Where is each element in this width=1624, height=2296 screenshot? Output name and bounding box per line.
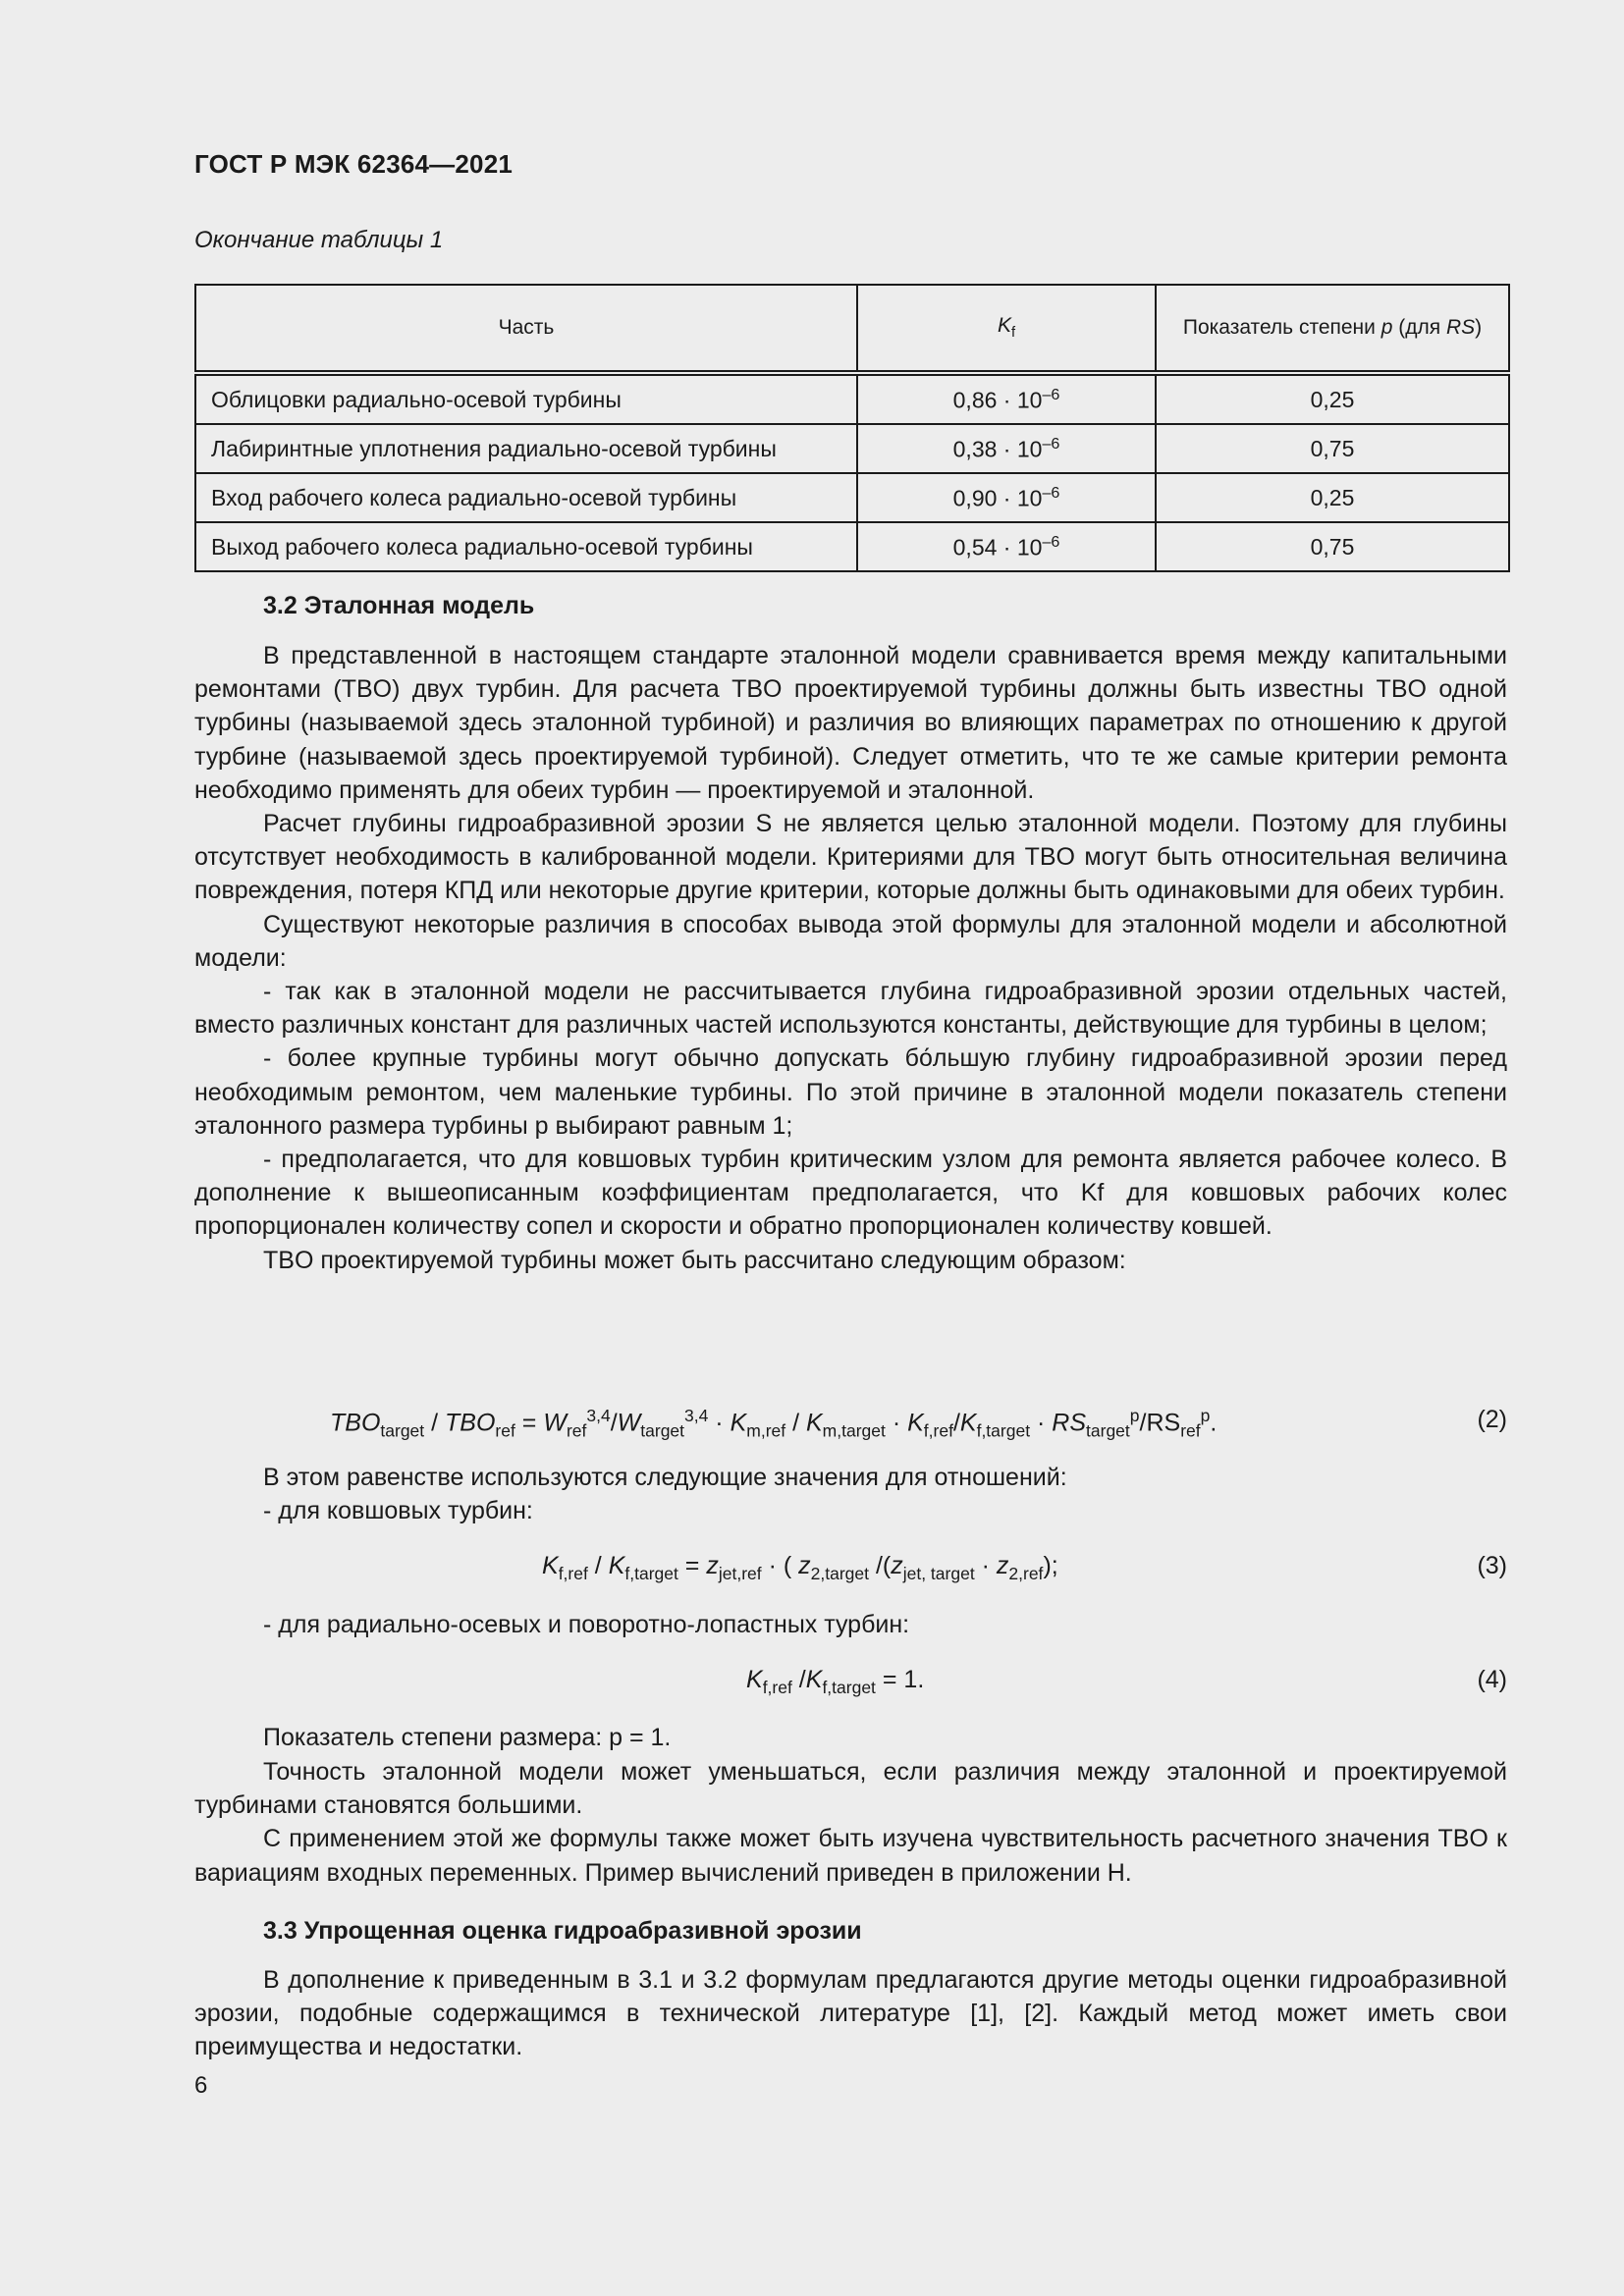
equation-4: $K_{f,ref}$ $/K_{f,target} = 1$. [746,1666,925,1697]
equation-3-number: (3) [1477,1552,1507,1579]
text-line: Показатель степени размера: p = 1. [263,1724,672,1751]
section-3-2-tail [194,1755,1507,1890]
cell-part: Лабиринтные уплотнения радиально-осевой турбины [195,424,857,473]
text-line: - для ковшовых турбин: [263,1497,533,1524]
cell-kf: $0,90 \cdot 10^{-6}$ [857,473,1156,522]
paragraph: В представленной в настоящем стандарте эталонной модели сравнивается время между капитальными ремонтами (TBO) двух турбин. Для расчета TBO проектируемой турбины должны быть известны TBO одной турбины (называемой здесь эталонной турбиной) и различия во влияющих параметрах по отношению к другой турбине (называемой здесь проектируемой турбиной). Следует отметить, что те же самые критерии ремонта необходимо применять для обеих турбин — проектируемой и эталонной. [194,642,1507,804]
text-line: В этом равенстве используются следующие значения для отношений: [263,1464,1067,1491]
cell-exponent: 0,25 [1156,373,1509,424]
header-exponent: Показатель степени p (для RS) [1156,285,1509,373]
table-header-row [195,285,1509,373]
paragraph: Расчет глубины гидроабразивной эрозии S не является целью эталонной модели. Поэтому для глубины отсутствует необходимость в калиброванной модели. Критериями для TBO могут быть относительная величина повреждения, потеря КПД или некоторые другие критерии, которые должны быть одинаковыми для обеих турбин. [194,810,1507,905]
text-line: - для радиально-осевых и поворотно-лопастных турбин: [263,1611,910,1638]
paragraph: С применением этой же формулы также может быть изучена чувствительность расчетного значения TBO к вариациям входных переменных. Пример вычислений приведен в приложении Н. [194,1825,1507,1887]
table-row [195,373,1509,424]
section-title-3-3: 3.3 Упрощенная оценка гидроабразивной эрозии [263,1917,862,1945]
page-number: 6 [194,2072,208,2099]
table-row [195,473,1509,522]
section-3-2-body [194,639,1507,1277]
paragraph: - более крупные турбины могут обычно допускать бо́льшую глубину гидроабразивной эрозии перед необходимым ремонтом, чем маленькие турбины. По этой причине в эталонной модели показатель степени эталонного размера турбины p выбирают равным 1; [194,1044,1507,1140]
cell-kf: $0,54 \cdot 10^{-6}$ [857,522,1156,571]
table-row [195,522,1509,571]
cell-kf: $0,38 \cdot 10^{-6}$ [857,424,1156,473]
cell-part: Выход рабочего колеса радиально-осевой турбины [195,522,857,571]
paragraph: - так как в эталонной модели не рассчитывается глубина гидроабразивной эрозии отдельных частей, вместо различных констант для различных частей используются константы, действующие для турбины в целом; [194,978,1507,1040]
equation-2: $TBO_{target} / TBO_{ref} = W_{ref}^{3,4}/W_{target}^{3,4} \cdot K_{m,ref} / K_{m,target} \cdot K_{f,ref}/K_{f,target} \cdot RS_{target}^p/RS_{ref}^p$. [330,1406,1218,1441]
cell-exponent: 0,75 [1156,424,1509,473]
cell-kf: $0,86 \cdot 10^{-6}$ [857,373,1156,424]
equation-4-number: (4) [1477,1666,1507,1693]
paragraph: В дополнение к приведенным в 3.1 и 3.2 формулам предлагаются другие методы оценки гидроабразивной эрозии, подобные содержащимся в технической литературе [1], [2]. Каждый метод может иметь свои преимущества и недостатки. [194,1966,1507,2061]
cell-part: Облицовки радиально-осевой турбины [195,373,857,424]
table-row [195,424,1509,473]
paragraph: Существуют некоторые различия в способах вывода этой формулы для эталонной модели и абсолютной модели: [194,910,1507,972]
cell-exponent: 0,75 [1156,522,1509,571]
equation-2-number: (2) [1477,1406,1507,1433]
paragraph: - предполагается, что для ковшовых турбин критическим узлом для ремонта является рабочее колесо. В дополнение к вышеописанным коэффициентам предполагается, что Kf для ковшовых рабочих колес пропорционален количеству сопел и скорости и обратно пропорционален количеству ковшей. [194,1146,1507,1241]
cell-part: Вход рабочего колеса радиально-осевой турбины [195,473,857,522]
section-title-3-2: 3.2 Эталонная модель [263,592,535,619]
header-part: Часть [195,285,857,373]
paragraph: TBO проектируемой турбины может быть рассчитано следующим образом: [263,1246,1126,1274]
standard-header: ГОСТ Р МЭК 62364—2021 [194,149,514,179]
paragraph: Точность эталонной модели может уменьшаться, если различия между эталонной и проектируемой турбинами становятся большими. [194,1758,1507,1820]
equation-3: $K_{f,ref} / K_{f,target} = z_{jet,ref}$ · ( $z_{2,target}$ $/(z_{jet, target} \cdot z_{2,ref})$; [542,1552,1058,1583]
table-caption: Окончание таблицы 1 [194,227,444,253]
header-kf: $K_f$ [857,285,1156,373]
table-1 [194,284,1510,572]
cell-exponent: 0,25 [1156,473,1509,522]
section-3-3-body [194,1963,1507,2064]
